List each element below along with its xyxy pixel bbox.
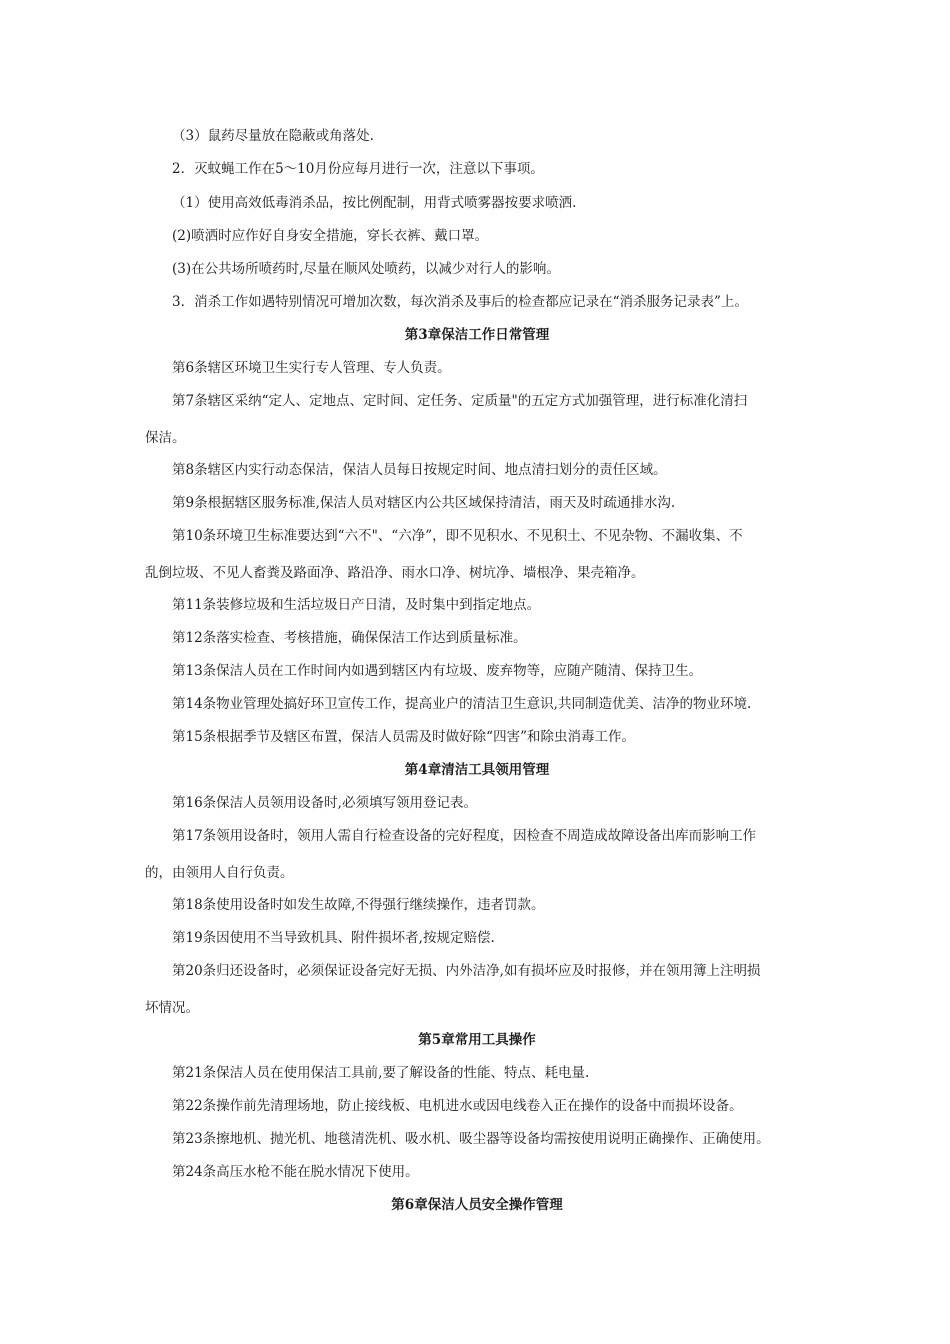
article-20-line-2: 坏情况。 bbox=[145, 1000, 199, 1016]
article-10-line-2: 乱倒垃圾、不见人畜粪及路面净、路沿净、雨水口净、树坑净、墙根净、果壳箱净。 bbox=[145, 565, 645, 581]
chapter-3-heading: 第3章保洁工作日常管理 bbox=[404, 327, 550, 343]
article-10-line-1: 第10条环境卫生标准要达到“六不"、“六净”，即不见积水、不见积土、不见杂物、不漏收集、不 bbox=[172, 528, 743, 544]
article-24: 第24条高压水枪不能在脱水情况下使用。 bbox=[172, 1164, 419, 1180]
article-7-line-2: 保洁。 bbox=[145, 430, 186, 446]
article-8: 第8条辖区内实行动态保洁，保洁人员每日按规定时间、地点清扫划分的责任区域。 bbox=[172, 462, 667, 478]
article-20-line-1: 第20条归还设备时，必须保证设备完好无损、内外洁净,如有损坏应及时报修，并在领用簿上注明损 bbox=[172, 963, 761, 979]
article-18: 第18条使用设备时如发生故障,不得强行继续操作，违者罚款。 bbox=[172, 897, 545, 913]
article-23: 第23条擦地机、抛光机、地毯清洗机、吸水机、吸尘器等设备均需按使用说明正确操作、正确使用。 bbox=[172, 1131, 770, 1147]
paragraph-public-spraying: (3)在公共场所喷药时,尽量在顺风处喷药，以减少对行人的影响。 bbox=[172, 261, 560, 277]
article-7-line-1: 第7条辖区采纳“定人、定地点、定时间、定任务、定质量"的五定方式加强管理，进行标准化清扫 bbox=[172, 393, 748, 409]
chapter-5-heading: 第5章常用工具操作 bbox=[418, 1032, 536, 1048]
article-15: 第15条根据季节及辖区布置，保洁人员需及时做好除“四害”和除虫消毒工作。 bbox=[172, 729, 635, 745]
article-12: 第12条落实检查、考核措施，确保保洁工作达到质量标准。 bbox=[172, 630, 527, 646]
article-21: 第21条保洁人员在使用保洁工具前,要了解设备的性能、特点、耗电量. bbox=[172, 1065, 590, 1081]
article-14: 第14条物业管理处搞好环卫宣传工作，提高业户的清洁卫生意识,共同制造优美、洁净的物业环境. bbox=[172, 696, 752, 712]
article-17-line-2: 的，由领用人自行负责。 bbox=[145, 865, 294, 881]
article-6: 第6条辖区环境卫生实行专人管理、专人负责。 bbox=[172, 360, 451, 376]
article-11: 第11条装修垃圾和生活垃圾日产日清，及时集中到指定地点。 bbox=[172, 597, 541, 613]
chapter-4-heading: 第4章清洁工具领用管理 bbox=[404, 762, 550, 778]
article-19: 第19条因使用不当导致机具、附件损坏者,按规定赔偿. bbox=[172, 930, 495, 946]
paragraph-mosquito-control: 2．灭蚊蝇工作在5～10月份应每月进行一次，注意以下事项。 bbox=[172, 161, 544, 177]
article-17-line-1: 第17条领用设备时，领用人需自行检查设备的完好程度，因检查不周造成故障设备出库而影响工作 bbox=[172, 828, 757, 844]
article-13: 第13条保洁人员在工作时间内如遇到辖区内有垃圾、废弃物等，应随产随清、保持卫生。 bbox=[172, 663, 703, 679]
article-22: 第22条操作前先清理场地，防止接线板、电机进水或因电线卷入正在操作的设备中而损坏设备。 bbox=[172, 1098, 743, 1114]
paragraph-rat-poison: （3）鼠药尽量放在隐蔽或角落处. bbox=[172, 128, 374, 144]
paragraph-disinfectant: （1）使用高效低毒消杀品，按比例配制，用背式喷雾器按要求喷洒. bbox=[172, 195, 577, 211]
paragraph-disinfection-record: 3．消杀工作如遇特别情况可增加次数，每次消杀及事后的检查都应记录在“消杀服务记录表”上。 bbox=[172, 294, 748, 310]
article-16: 第16条保洁人员领用设备时,必须填写领用登记表。 bbox=[172, 795, 477, 811]
article-9: 第9条根据辖区服务标准,保洁人员对辖区内公共区域保持清洁，雨天及时疏通排水沟. bbox=[172, 495, 676, 511]
paragraph-safety-measures: (2)喷洒时应作好自身安全措施，穿长衣裤、戴口罩。 bbox=[172, 228, 489, 244]
chapter-6-heading: 第6章保洁人员安全操作管理 bbox=[391, 1197, 563, 1213]
